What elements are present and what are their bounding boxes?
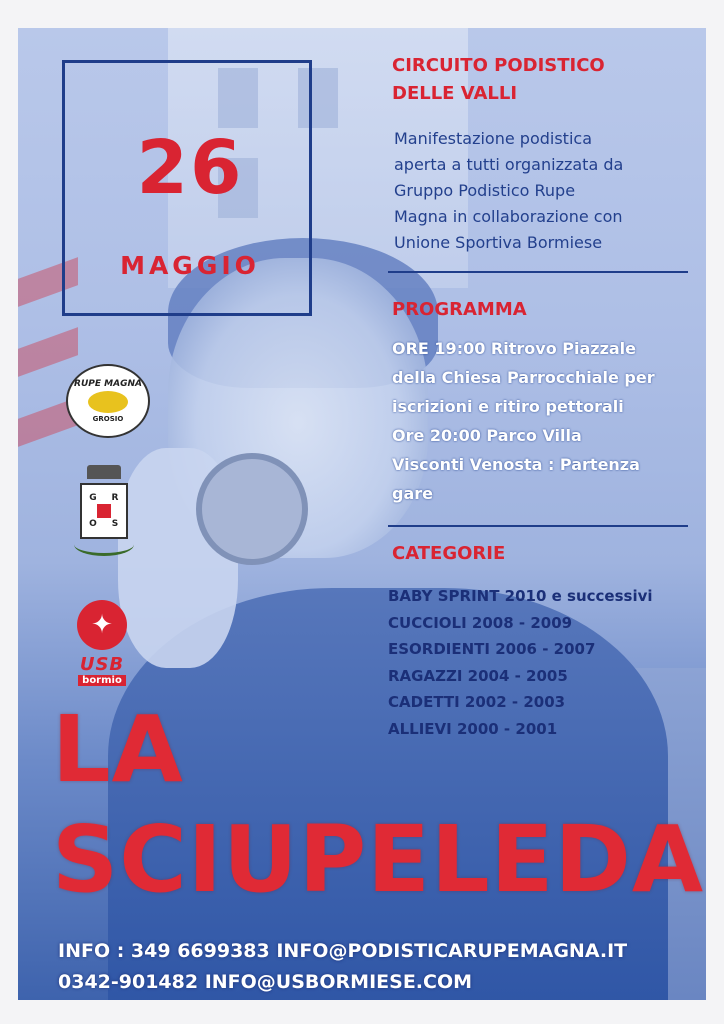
programma-line: Visconti Venosta : Partenza [392,455,640,474]
categoria-item: BABY SPRINT 2010 e successivi [388,587,653,605]
programma-title: PROGRAMMA [392,299,527,320]
contact-info-line2: 0342-901482 INFO@USBORMIESE.COM [58,971,473,993]
crown-icon [87,465,121,479]
categorie-section [392,540,692,568]
description-line: Unione Sportiva Bormiese [394,233,603,252]
description-line: aperta a tutti organizzata da [394,155,624,174]
cross-icon [97,504,111,518]
divider [388,271,688,273]
description-line: Magna in collaborazione con [394,207,623,226]
categoria-item: CADETTI 2002 - 2003 [388,693,566,711]
categoria-item: ESORDIENTI 2006 - 2007 [388,640,596,658]
usb-bormio-logo [70,588,134,698]
divider [388,525,688,527]
shield-icon [80,483,128,539]
crest-letter: G [89,492,97,503]
crest-letter: S [111,518,119,529]
rupe-magna-logo-town: GROSIO [92,415,124,423]
categoria-item: RAGAZZI 2004 - 2005 [388,666,568,685]
poster [18,28,706,1000]
circuit-title [392,52,692,108]
circuit-title-line1: CIRCUITO PODISTICO [392,55,605,76]
description-line: Manifestazione podistica [394,129,592,148]
categorie-list [388,583,706,742]
medal-icon [196,453,308,565]
programma-line: iscrizioni e ritiro pettorali [392,397,624,416]
date-day: 26 [136,125,244,211]
programma-line: gare [392,484,433,503]
event-description [394,126,694,256]
programma-text [392,334,702,508]
programma-line: della Chiesa Parrocchiale per [392,368,655,387]
runner-icon [88,391,128,413]
grosio-crest-logo [72,460,136,560]
event-title-line2: SCIUPELEDA [52,806,705,913]
background-stripe [18,327,78,377]
contact-info-line1: INFO : 349 6699383 INFO@PODISTICARUPEMAGNA.IT [58,940,628,962]
runner-icon: ✦ [77,600,127,650]
crest-letter: R [111,492,119,503]
date-month: MAGGIO [120,251,260,280]
circuit-title-line2: DELLE VALLI [392,83,518,104]
programma-line: Ore 20:00 Parco Villa [392,426,582,445]
rupe-magna-logo-name: RUPE MAGNA [74,379,142,389]
date-box [62,60,312,316]
description-line: Gruppo Podistico Rupe [394,181,576,200]
categoria-item: CUCCIOLI 2008 - 2009 [388,613,573,632]
usb-logo-town: bormio [78,675,126,686]
programma-section [392,296,692,324]
programma-line: ORE 19:00 Ritrovo Piazzale [392,339,637,358]
crest-letter: O [89,518,97,529]
usb-logo-name: USB [79,654,125,675]
event-title-line1: LA [52,696,184,803]
categorie-title: CATEGORIE [392,543,506,564]
categoria-item: ALLIEVI 2000 - 2001 [388,719,558,738]
rupe-magna-logo [66,364,150,438]
